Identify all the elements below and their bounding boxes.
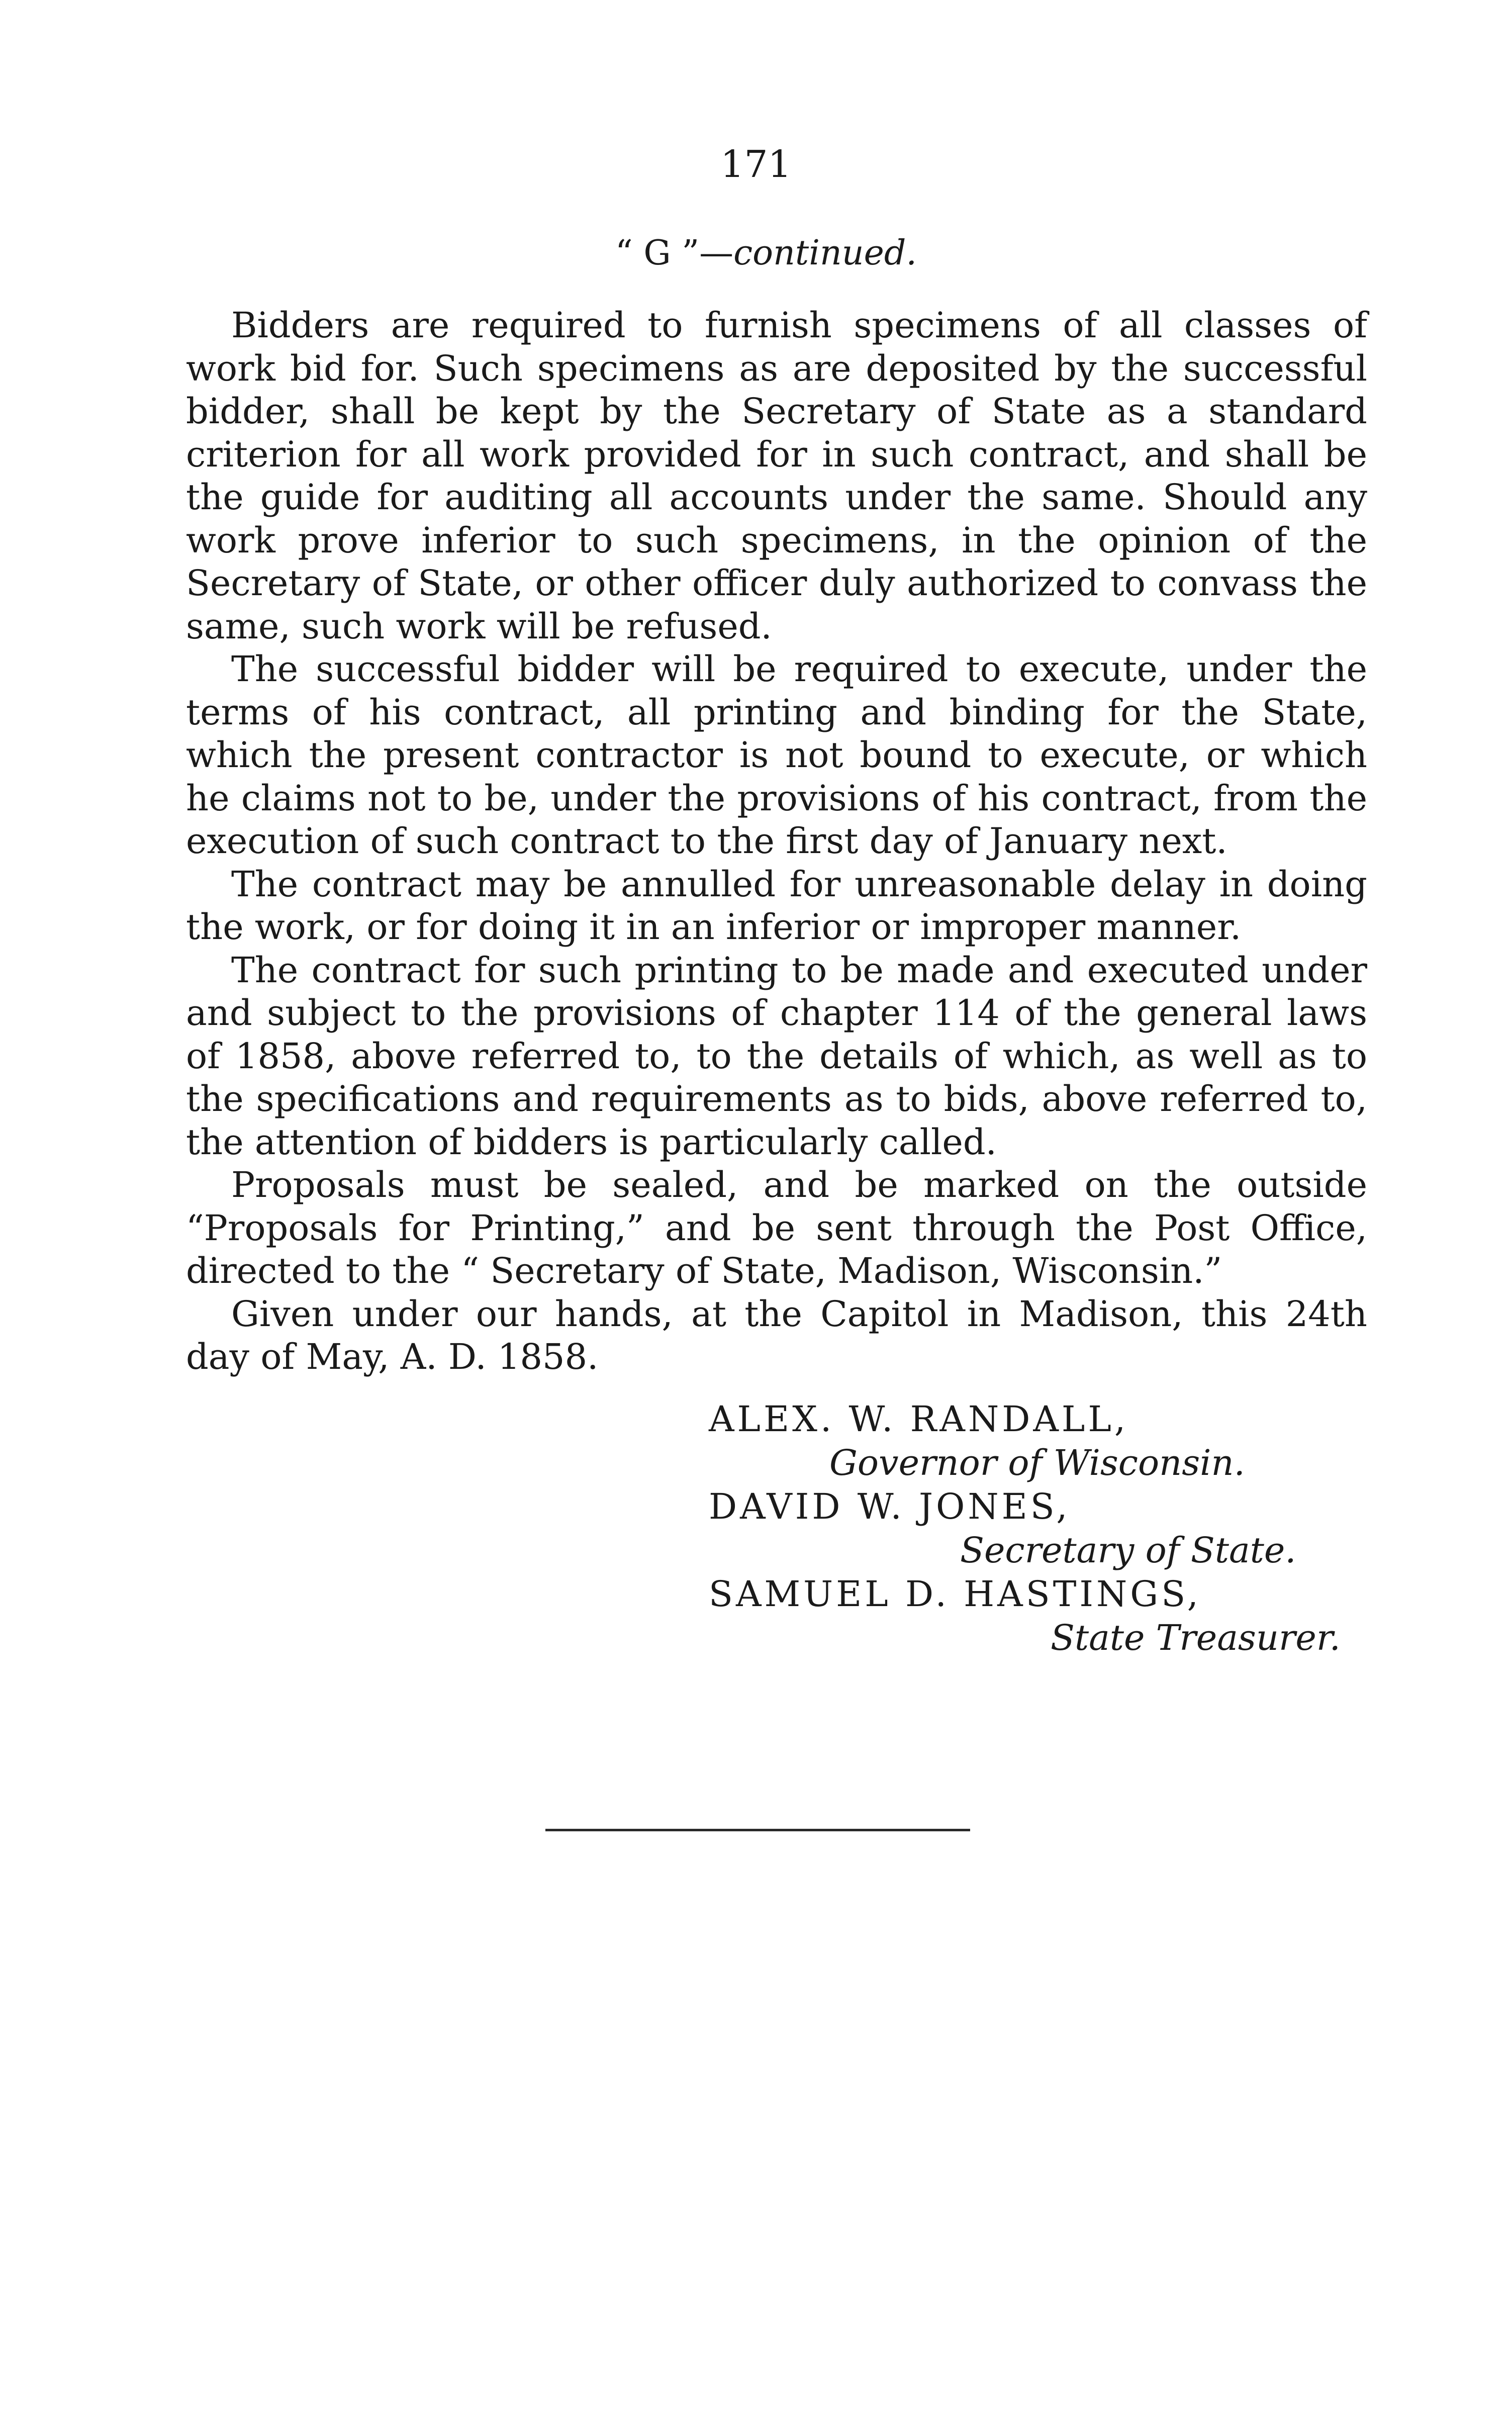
paragraph-proposals: Proposals must be sealed, and be marked on the outside “Proposals for Printing,” and be sent through the Post Office, directed to the “ Secretary of State, Madison, Wisconsin.” xyxy=(186,1164,1367,1291)
page-number: 171 xyxy=(720,143,792,186)
running-head-continued: continued. xyxy=(733,233,917,273)
paragraph-successful-bidder: The successful bidder will be required to execute, under the terms of his contract, all printing and binding for the State, which the present contractor is not bound to execute, or which he claims not to be, under the provisions of his contract, from the execution of such contract to the first day of January next. xyxy=(186,648,1367,862)
running-head xyxy=(0,233,1512,273)
signatory-title: State Treasurer. xyxy=(1051,1617,1341,1658)
section-divider-rule xyxy=(545,1829,970,1831)
signatory-title: Secretary of State. xyxy=(960,1530,1296,1571)
paragraph-annulment: The contract may be annulled for unreasonable delay in doing the work, or for doing it in an inferior or improper manner. xyxy=(186,863,1367,948)
paragraph-given-under-hands: Given under our hands, at the Capitol in Madison, this 24th day of May, A. D. 1858. xyxy=(186,1293,1367,1377)
signatory-name: ALEX. W. RANDALL, xyxy=(709,1398,1129,1440)
paragraph-contract-terms: The contract for such printing to be made and executed under and subject to the provisions of chapter 114 of the general laws of 1858, above referred to, to the details of which, as well as to the specifications and requirements as to bids, above referred to, the attention of bidders is particularly called. xyxy=(186,949,1367,1163)
signatory-name: DAVID W. JONES, xyxy=(709,1486,1071,1527)
body-text xyxy=(186,304,1367,1379)
signature-block xyxy=(709,1397,1362,1660)
running-head-prefix: “ G ”— xyxy=(615,233,734,273)
signatory-name: SAMUEL D. HASTINGS, xyxy=(709,1573,1201,1615)
signatory-title: Governor of Wisconsin. xyxy=(829,1442,1245,1483)
paragraph-specimens: Bidders are required to furnish specimens of all classes of work bid for. Such specimens as are deposited by the successful bidder, shall be kept by the Secretary of State as a standard criterion for all work provided for in such contract, and shall be the guide for auditing all accounts under the same. Should any work prove inferior to such specimens, in the opinion of the Secretary of State, or other officer duly authorized to convass the same, such work will be refused. xyxy=(186,305,1367,647)
